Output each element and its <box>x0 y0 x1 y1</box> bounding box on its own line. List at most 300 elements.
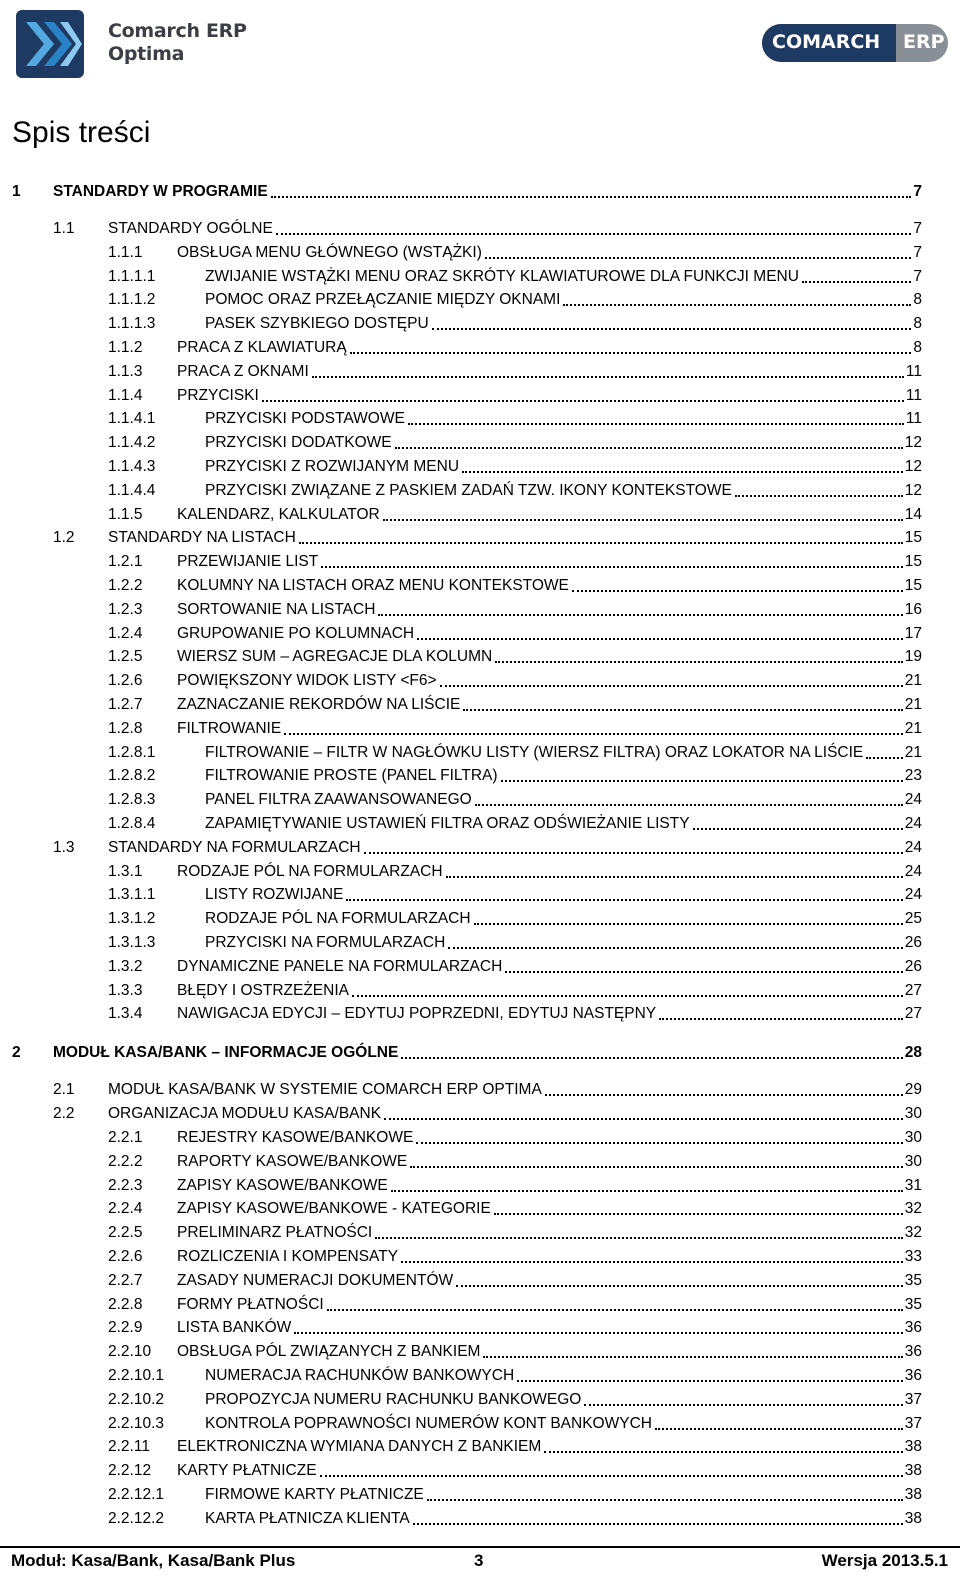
toc-entry[interactable] <box>0 956 960 978</box>
toc-entry-page: 27 <box>904 1005 922 1023</box>
footer-version: Wersja 2013.5.1 <box>821 1551 948 1570</box>
toc-entry-number: 1.2.3 <box>108 600 143 618</box>
toc-entry-page: 31 <box>904 1176 922 1194</box>
toc-entry-title: FILTROWANIE – FILTR W NAGŁÓWKU LISTY (WIERSZ FILTRA) ORAZ LOKATOR NA LIŚCIE <box>205 743 864 761</box>
toc-dot-leader <box>410 1166 902 1168</box>
toc-dot-leader <box>284 733 903 735</box>
toc-entry-number: 2.2.10 <box>108 1343 152 1361</box>
toc-entry-line <box>205 456 922 478</box>
toc-entry-title: REJESTRY KASOWE/BANKOWE <box>177 1129 414 1146</box>
toc-entry-title: PANEL FILTRA ZAAWANSOWANEGO <box>205 791 472 809</box>
toc-entry-line <box>53 1042 922 1064</box>
toc-entry[interactable] <box>0 181 960 203</box>
toc-entry-number: 2.2.5 <box>108 1224 143 1242</box>
toc-entry-number: 2.2.4 <box>108 1200 143 1218</box>
toc-dot-leader <box>416 1142 902 1144</box>
toc-entry[interactable] <box>0 813 960 835</box>
toc-entry-line <box>177 1341 922 1363</box>
toc-dot-leader <box>462 471 903 473</box>
toc-entry-page: 25 <box>904 910 922 928</box>
toc-entry-number: 2.2.11 <box>108 1438 150 1456</box>
toc-entry-line <box>177 861 922 883</box>
toc-entry[interactable] <box>0 1389 960 1411</box>
toc-entry[interactable] <box>0 218 960 240</box>
toc-entry-number: 2 <box>12 1044 21 1062</box>
toc-dot-leader <box>417 638 903 640</box>
toc-entry-number: 1.2.8.1 <box>108 743 156 761</box>
toc-dot-leader <box>350 352 912 354</box>
toc-entry-line <box>177 1246 922 1268</box>
toc-entry-title: STANDARDY OGÓLNE <box>108 220 273 237</box>
toc-entry-line <box>177 718 922 740</box>
toc-dot-leader <box>384 1118 903 1120</box>
toc-dot-leader <box>483 1356 902 1358</box>
toc-entry-line <box>205 813 922 835</box>
toc-entry[interactable] <box>0 1341 960 1363</box>
logo-word: COMARCH <box>772 31 881 53</box>
toc-entry-page: 32 <box>904 1224 922 1242</box>
toc-dot-leader <box>735 495 903 497</box>
toc-entry-title: KARTA PŁATNICZA KLIENTA <box>205 1509 410 1527</box>
toc-entry-title: KARTY PŁATNICZE <box>177 1462 317 1480</box>
toc-dot-leader <box>655 1428 903 1430</box>
toc-entry-number: 2.2.12.1 <box>108 1486 165 1503</box>
toc-entry[interactable] <box>0 337 960 359</box>
toc-entry-page: 14 <box>904 505 922 523</box>
footer-page-number: 3 <box>474 1551 484 1570</box>
toc-entry-number: 1.3.4 <box>108 1005 143 1023</box>
toc-entry[interactable] <box>0 1003 960 1025</box>
toc-dot-leader <box>440 685 903 687</box>
toc-entry-page: 8 <box>913 315 922 333</box>
toc-entry[interactable] <box>0 1365 960 1387</box>
toc-dot-leader <box>463 709 902 711</box>
toc-entry[interactable] <box>0 599 960 621</box>
toc-entry-title: ZAPAMIĘTYWANIE USTAWIEŃ FILTRA ORAZ ODŚWIEŻANIE LISTY <box>205 815 690 832</box>
toc-dot-leader <box>505 971 902 973</box>
toc-entry[interactable] <box>0 1151 960 1173</box>
toc-entry-line <box>177 599 922 621</box>
toc-entry-number: 1.1 <box>53 220 75 237</box>
toc-dot-leader <box>271 196 912 198</box>
toc-entry-page: 21 <box>904 719 922 737</box>
toc-entry[interactable] <box>0 718 960 740</box>
toc-entry-line <box>177 1460 922 1482</box>
toc-entry-line <box>177 242 922 264</box>
toc-dot-leader <box>866 757 902 759</box>
toc-entry-page: 32 <box>904 1200 922 1218</box>
toc-entry-title: PRZYCISKI DODATKOWE <box>205 434 392 452</box>
toc-entry[interactable] <box>0 1103 960 1125</box>
logo-tag: ERP <box>903 31 945 53</box>
toc-entry-line <box>205 789 922 811</box>
toc-dot-leader <box>545 1094 903 1096</box>
toc-entry-title: KOLUMNY NA LISTACH ORAZ MENU KONTEKSTOWE <box>177 577 569 594</box>
toc-entry[interactable] <box>0 551 960 573</box>
toc-entry-number: 2.2.12.2 <box>108 1509 165 1527</box>
toc-entry[interactable] <box>0 385 960 407</box>
toc-entry-line <box>205 742 922 764</box>
toc-entry[interactable] <box>0 1246 960 1268</box>
toc-entry-title: ZWIJANIE WSTĄŻKI MENU ORAZ SKRÓTY KLAWIATUROWE DLA FUNKCJI MENU <box>205 267 799 285</box>
toc-entry[interactable] <box>0 1436 960 1458</box>
toc-entry[interactable] <box>0 1127 960 1149</box>
toc-dot-leader <box>320 1475 903 1477</box>
toc-entry-number: 2.1 <box>53 1081 75 1099</box>
toc-entry-page: 11 <box>905 410 922 428</box>
toc-entry-line <box>108 1079 922 1101</box>
toc-entry-title: PASEK SZYBKIEGO DOSTĘPU <box>205 315 429 333</box>
toc-entry-line <box>177 1222 922 1244</box>
toc-entry-title: FILTROWANIE PROSTE (PANEL FILTRA) <box>205 767 498 785</box>
toc-dot-leader <box>494 1213 903 1215</box>
footer-module: Moduł: Kasa/Bank, Kasa/Bank Plus <box>11 1551 296 1570</box>
toc-entry-title: POMOC ORAZ PRZEŁĄCZANIE MIĘDZY OKNAMI <box>205 291 561 309</box>
toc-dot-leader <box>475 804 903 806</box>
toc-entry-title: PRACA Z KLAWIATURĄ <box>177 339 347 356</box>
toc-dot-leader <box>584 1404 902 1406</box>
toc-entry-page: 7 <box>913 267 922 285</box>
toc-entry-number: 2.2.1 <box>108 1129 143 1146</box>
toc-entry[interactable] <box>0 313 960 335</box>
toc-entry-number: 1.3.1.3 <box>108 934 156 951</box>
toc-entry-title: KALENDARZ, KALKULATOR <box>177 505 380 523</box>
toc-entry-title: POWIĘKSZONY WIDOK LISTY <F6> <box>177 672 437 690</box>
toc-entry-title: ZAPISY KASOWE/BANKOWE <box>177 1176 388 1194</box>
toc-entry[interactable] <box>0 266 960 288</box>
logo-line-1: Comarch ERP <box>108 20 247 42</box>
toc-entry-page: 7 <box>913 220 922 237</box>
toc-entry-page: 38 <box>904 1438 922 1456</box>
toc-dot-leader <box>413 1523 903 1525</box>
toc-entry-line <box>53 181 922 203</box>
toc-entry-number: 2.2.9 <box>108 1319 143 1337</box>
toc-entry[interactable] <box>0 1175 960 1197</box>
toc-entry-number: 1.1.5 <box>108 505 143 523</box>
page-footer <box>0 1546 960 1585</box>
toc-entry-title: PRZYCISKI NA FORMULARZACH <box>205 934 446 951</box>
toc-entry-line <box>177 551 922 573</box>
toc-entry[interactable] <box>0 670 960 692</box>
toc-dot-leader <box>517 1380 903 1382</box>
toc-dot-leader <box>276 233 912 235</box>
toc-entry-number: 2.2.6 <box>108 1248 143 1265</box>
toc-entry-number: 1.1.4.2 <box>108 434 156 452</box>
toc-entry-title: RODZAJE PÓL NA FORMULARZACH <box>205 910 471 928</box>
toc-entry-page: 15 <box>904 529 922 547</box>
toc-entry-line <box>205 884 922 906</box>
toc-entry-page: 12 <box>904 481 922 499</box>
toc-dot-leader <box>572 590 903 592</box>
toc-entry-page: 30 <box>904 1152 922 1170</box>
toc-entry[interactable] <box>0 861 960 883</box>
toc-entry-line <box>177 1317 922 1339</box>
toc-entry-title: FORMY PŁATNOŚCI <box>177 1295 324 1313</box>
toc-entry-line <box>177 1270 922 1292</box>
toc-entry-number: 2.2.8 <box>108 1295 143 1313</box>
toc-entry-number: 1.1.1.1 <box>108 267 156 285</box>
toc-entry[interactable] <box>0 1317 960 1339</box>
toc-entry-line <box>177 1175 922 1197</box>
toc-entry-page: 36 <box>904 1319 922 1337</box>
toc-entry[interactable] <box>0 884 960 906</box>
toc-entry-number: 1.1.4 <box>108 386 143 404</box>
toc-entry[interactable] <box>0 1198 960 1220</box>
toc-entry-title: PRZYCISKI <box>177 386 259 404</box>
toc-dot-leader <box>383 519 903 521</box>
toc-entry-line <box>177 956 922 978</box>
toc-entry-title: LISTA BANKÓW <box>177 1319 292 1337</box>
toc-entry[interactable] <box>0 480 960 502</box>
toc-entry-page: 38 <box>904 1509 922 1527</box>
toc-dot-leader <box>474 923 903 925</box>
toc-entry-number: 1.3.1.1 <box>108 886 156 904</box>
toc-entry-page: 24 <box>904 838 922 856</box>
toc-entry[interactable] <box>0 1294 960 1316</box>
toc-dot-leader <box>448 947 902 949</box>
toc-entry-number: 2.2.12 <box>108 1462 152 1480</box>
toc-entry-line <box>205 908 922 930</box>
toc-entry-page: 12 <box>904 458 922 475</box>
toc-entry-page: 15 <box>904 577 922 594</box>
toc-entry-title: PRZEWIJANIE LIST <box>177 553 319 571</box>
toc-entry[interactable] <box>0 432 960 454</box>
toc-entry-title: WIERSZ SUM – AGREGACJE DLA KOLUMN <box>177 648 493 666</box>
toc-entry-title: RAPORTY KASOWE/BANKOWE <box>177 1152 408 1170</box>
toc-entry-line <box>177 980 922 1002</box>
toc-entry-title: ORGANIZACJA MODUŁU KASA/BANK <box>108 1105 382 1123</box>
toc-dot-leader <box>432 328 912 330</box>
toc-entry-title: FIRMOWE KARTY PŁATNICZE <box>205 1486 424 1503</box>
toc-entry-page: 24 <box>904 886 922 904</box>
toc-dot-leader <box>395 447 903 449</box>
toc-entry-line <box>205 432 922 454</box>
toc-entry-title: PRELIMINARZ PŁATNOŚCI <box>177 1224 373 1242</box>
toc-entry-number: 1.2 <box>53 529 75 547</box>
toc-entry[interactable] <box>0 456 960 478</box>
toc-dot-leader <box>327 1309 903 1311</box>
toc-entry-number: 1.2.8.2 <box>108 767 156 785</box>
toc-entry-page: 38 <box>904 1462 922 1480</box>
toc-entry[interactable] <box>0 1508 960 1530</box>
toc-entry-line <box>108 527 922 549</box>
toc-entry[interactable] <box>0 623 960 645</box>
toc-entry-line <box>177 337 922 359</box>
toc-entry[interactable] <box>0 908 960 930</box>
toc-entry-number: 1.2.8 <box>108 719 143 737</box>
toc-entry-page: 28 <box>904 1044 922 1062</box>
toc-entry[interactable] <box>0 1460 960 1482</box>
toc-entry-title: ROZLICZENIA I KOMPENSATY <box>177 1248 399 1265</box>
toc-entry[interactable] <box>0 932 960 954</box>
toc-dot-leader <box>495 661 903 663</box>
toc-entry-line <box>205 408 922 430</box>
toc-entry-number: 1.2.8.4 <box>108 815 156 832</box>
toc-entry-title: ZAZNACZANIE REKORDÓW NA LIŚCIE <box>177 696 461 713</box>
toc-entry-line <box>205 1413 922 1435</box>
toc-entry[interactable] <box>0 1413 960 1435</box>
toc-entry-page: 27 <box>904 981 922 999</box>
toc-entry[interactable] <box>0 837 960 859</box>
toc-entry-line <box>177 694 922 716</box>
toc-entry[interactable] <box>0 361 960 383</box>
toc-entry-page: 8 <box>913 339 922 356</box>
toc-dot-leader <box>501 780 903 782</box>
toc-entry[interactable] <box>0 504 960 526</box>
toc-entry-title: PROPOZYCJA NUMERU RACHUNKU BANKOWEGO <box>205 1390 582 1408</box>
toc-entry-number: 1.1.1.2 <box>108 291 156 309</box>
toc-entry-title: PRZYCISKI ZWIĄZANE Z PASKIEM ZADAŃ TZW. IKONY KONTEKSTOWE <box>205 481 732 499</box>
toc-entry-number: 1 <box>12 183 21 200</box>
toc-dot-leader <box>378 614 902 616</box>
toc-entry-title: OBSŁUGA MENU GŁÓWNEGO (WSTĄŻKI) <box>177 243 482 261</box>
toc-entry-line <box>108 218 922 240</box>
toc-dot-leader <box>364 852 903 854</box>
toc-entry-line <box>205 313 922 335</box>
toc-entry-number: 1.2.2 <box>108 577 143 594</box>
toc-entry-title: PRACA Z OKNAMI <box>177 362 309 380</box>
toc-entry-title: BŁĘDY I OSTRZEŻENIA <box>177 981 349 999</box>
toc-dot-leader <box>352 995 903 997</box>
toc-entry-line <box>177 385 922 407</box>
toc-entry-title: STANDARDY NA FORMULARZACH <box>108 838 361 856</box>
toc-entry-number: 1.3 <box>53 838 75 856</box>
toc-entry[interactable] <box>0 575 960 597</box>
toc-entry-line <box>205 932 922 954</box>
toc-entry-line <box>177 623 922 645</box>
toc-entry-title: PRZYCISKI Z ROZWIJANYM MENU <box>205 458 460 475</box>
toc-entry-line <box>177 1151 922 1173</box>
toc-dot-leader <box>346 899 902 901</box>
toc-entry[interactable] <box>0 1270 960 1292</box>
toc-entry[interactable] <box>0 408 960 430</box>
toc-entry-line <box>205 266 922 288</box>
toc-entry-page: 16 <box>904 600 922 618</box>
toc-entry[interactable] <box>0 289 960 311</box>
toc-entry-page: 30 <box>904 1105 922 1123</box>
toc-dot-leader <box>375 1237 903 1239</box>
toc-dot-leader <box>563 304 911 306</box>
toc-entry[interactable] <box>0 789 960 811</box>
toc-entry-line <box>205 1365 922 1387</box>
toc-entry-number: 1.1.4.4 <box>108 481 156 499</box>
toc-entry-number: 1.2.7 <box>108 696 143 713</box>
toc-dot-leader <box>299 542 903 544</box>
logo-line-2: Optima <box>108 43 185 65</box>
toc-entry-title: ZASADY NUMERACJI DOKUMENTÓW <box>177 1271 454 1289</box>
toc-entry-number: 1.3.3 <box>108 981 143 999</box>
toc-entry[interactable] <box>0 765 960 787</box>
toc-entry-line <box>205 765 922 787</box>
toc-entry-line <box>108 1103 922 1125</box>
toc-entry-page: 21 <box>904 672 922 690</box>
toc-dot-leader <box>408 423 904 425</box>
toc-entry-page: 29 <box>904 1081 922 1099</box>
toc-entry-number: 1.2.8.3 <box>108 791 156 809</box>
toc-entry-line <box>205 1508 922 1530</box>
toc-entry-page: 15 <box>904 553 922 571</box>
toc-entry-title: ZAPISY KASOWE/BANKOWE - KATEGORIE <box>177 1200 491 1218</box>
toc-entry[interactable] <box>0 1484 960 1506</box>
toc-entry-line <box>177 361 922 383</box>
toc-entry-line <box>177 1003 922 1025</box>
toc-entry-line <box>205 1484 922 1506</box>
toc-entry[interactable] <box>0 742 960 764</box>
toc-entry-number: 1.1.3 <box>108 362 143 380</box>
toc-entry-page: 21 <box>904 743 922 761</box>
toc-dot-leader <box>262 400 904 402</box>
toc-dot-leader <box>312 376 904 378</box>
toc-entry-page: 21 <box>904 696 922 713</box>
toc-entry[interactable] <box>0 1042 960 1064</box>
toc-entry[interactable] <box>0 527 960 549</box>
toc-entry-number: 1.2.6 <box>108 672 143 690</box>
toc-entry-page: 30 <box>904 1129 922 1146</box>
toc-entry[interactable] <box>0 1222 960 1244</box>
toc-entry-number: 2.2.10.3 <box>108 1414 165 1432</box>
toc-entry-page: 24 <box>904 815 922 832</box>
toc-dot-leader <box>294 1332 902 1334</box>
toc-entry-page: 37 <box>904 1390 922 1408</box>
toc-dot-leader <box>401 1261 903 1263</box>
toc-entry-title: MODUŁ KASA/BANK – INFORMACJE OGÓLNE <box>53 1044 399 1062</box>
toc-entry-page: 36 <box>904 1343 922 1361</box>
toc-entry[interactable] <box>0 980 960 1002</box>
toc-entry-line <box>177 504 922 526</box>
toc-entry-line <box>177 1294 922 1316</box>
toc-entry-title: LISTY ROZWIJANE <box>205 886 344 904</box>
toc-dot-leader <box>456 1285 903 1287</box>
toc-entry-line <box>177 646 922 668</box>
toc-entry-title: NUMERACJA RACHUNKÓW BANKOWYCH <box>205 1367 515 1384</box>
toc-entry-title: NAWIGACJA EDYCJI – EDYTUJ POPRZEDNI, EDYTUJ NASTĘPNY <box>177 1005 657 1023</box>
toc-entry-number: 1.3.1 <box>108 862 143 880</box>
toc-entry-page: 37 <box>904 1414 922 1432</box>
toc-entry-title: GRUPOWANIE PO KOLUMNACH <box>177 624 415 642</box>
toc-entry-page: 19 <box>904 648 922 666</box>
toc-entry-page: 12 <box>904 434 922 452</box>
toc-entry-line <box>177 1198 922 1220</box>
toc-entry[interactable] <box>0 1079 960 1101</box>
toc-entry-number: 1.3.2 <box>108 957 143 975</box>
toc-entry-number: 1.1.1.3 <box>108 315 156 333</box>
toc-entry-line <box>205 289 922 311</box>
toc-entry-title: ELEKTRONICZNA WYMIANA DANYCH Z BANKIEM <box>177 1438 542 1456</box>
toc-entry-title: FILTROWANIE <box>177 719 282 737</box>
toc-entry[interactable] <box>0 694 960 716</box>
toc-entry-page: 38 <box>904 1486 922 1503</box>
toc-dot-leader <box>401 1057 902 1059</box>
toc-entry[interactable] <box>0 646 960 668</box>
toc-entry-page: 11 <box>905 362 922 380</box>
page-title: Spis treści <box>12 116 151 149</box>
toc-entry-number: 1.2.5 <box>108 648 143 666</box>
toc-entry-page: 17 <box>904 624 922 642</box>
toc-entry-line <box>177 1436 922 1458</box>
toc-entry-page: 36 <box>904 1367 922 1384</box>
toc-entry-page: 7 <box>913 243 922 261</box>
toc-entry-page: 26 <box>904 957 922 975</box>
toc-entry-line <box>177 575 922 597</box>
toc-entry[interactable] <box>0 242 960 264</box>
toc-entry-line <box>108 837 922 859</box>
toc-entry-page: 24 <box>904 862 922 880</box>
toc-entry-page: 26 <box>904 934 922 951</box>
toc-entry-page: 24 <box>904 791 922 809</box>
toc-dot-leader <box>446 876 903 878</box>
toc-entry-title: OBSŁUGA PÓL ZWIĄZANYCH Z BANKIEM <box>177 1343 481 1361</box>
toc-entry-number: 1.1.2 <box>108 339 143 356</box>
